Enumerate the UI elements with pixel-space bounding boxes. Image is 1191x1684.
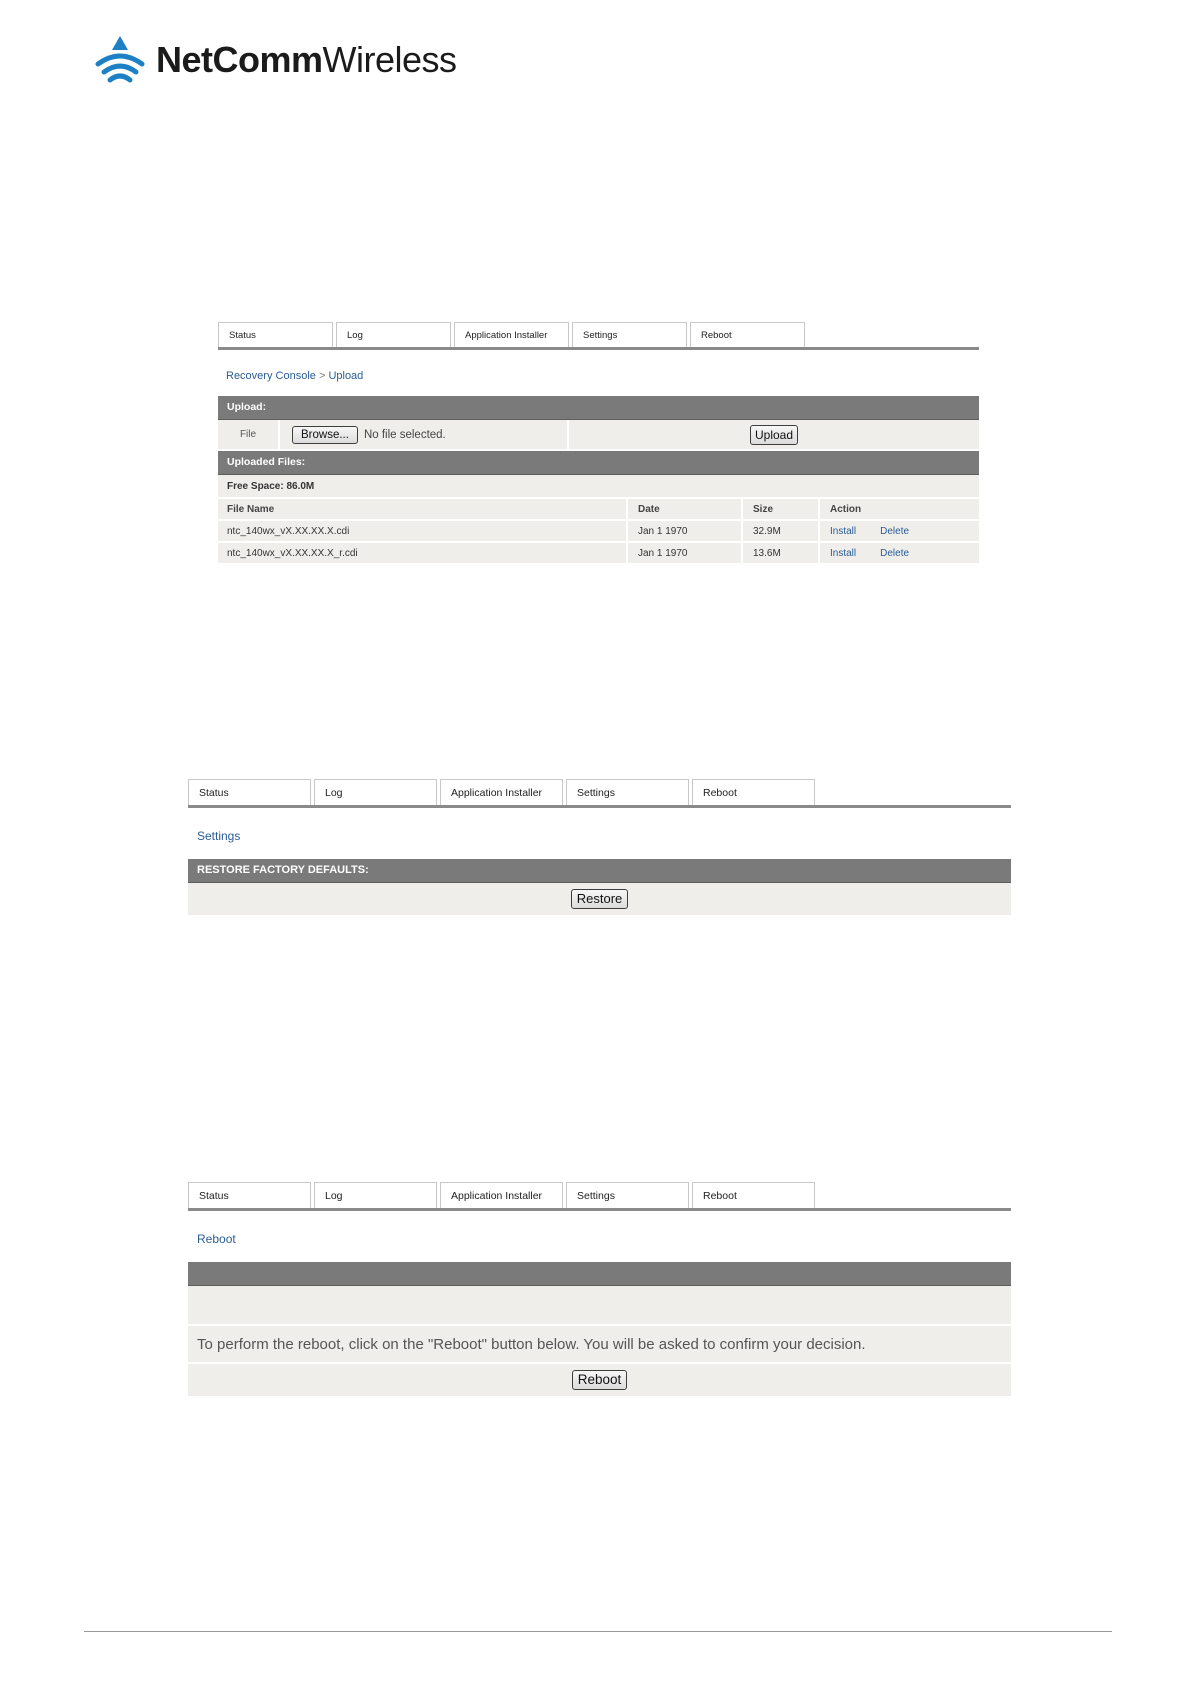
delete-link[interactable]: Delete xyxy=(880,547,910,559)
restore-row xyxy=(188,883,1011,917)
table-row xyxy=(218,543,979,565)
tab-bar xyxy=(188,1182,1011,1208)
tab-application-installer[interactable]: Application Installer xyxy=(440,779,563,805)
tab-application-installer[interactable]: Application Installer xyxy=(454,322,569,347)
selected-file-status: No file selected. xyxy=(363,428,446,441)
tab-reboot[interactable]: Reboot xyxy=(692,779,815,805)
tab-log[interactable]: Log xyxy=(314,1182,437,1208)
tab-reboot[interactable]: Reboot xyxy=(690,322,805,347)
column-size: Size xyxy=(743,499,820,519)
tab-bar xyxy=(218,322,979,347)
netcomm-logo xyxy=(92,34,457,86)
column-date: Date xyxy=(628,499,743,519)
install-link[interactable]: Install xyxy=(830,547,857,559)
file-name: ntc_140wx_vX.XX.XX.X_r.cdi xyxy=(218,543,628,563)
reboot-panel xyxy=(188,1182,1011,1398)
breadcrumb xyxy=(188,1211,1011,1262)
tab-log[interactable]: Log xyxy=(336,322,451,347)
tab-status[interactable]: Status xyxy=(188,1182,311,1208)
file-size: 13.6M xyxy=(743,543,820,563)
reboot-row xyxy=(188,1364,1011,1398)
tab-status[interactable]: Status xyxy=(188,779,311,805)
files-table-header xyxy=(218,499,979,521)
reboot-section-header xyxy=(188,1262,1011,1286)
upload-cell xyxy=(569,425,979,445)
column-file-name: File Name xyxy=(218,499,628,519)
file-actions xyxy=(820,543,979,563)
table-row xyxy=(218,521,979,543)
tab-status[interactable]: Status xyxy=(218,322,333,347)
file-date: Jan 1 1970 xyxy=(628,543,743,563)
upload-section-header: Upload: xyxy=(218,396,979,420)
reboot-message: To perform the reboot, click on the "Reboot" button below. You will be asked to confirm your decision. xyxy=(188,1326,1011,1364)
restore-button[interactable]: Restore xyxy=(571,889,629,909)
breadcrumb-current[interactable]: Upload xyxy=(328,370,364,382)
uploaded-files-header: Uploaded Files: xyxy=(218,451,979,475)
breadcrumb xyxy=(188,808,1011,859)
breadcrumb-root[interactable]: Recovery Console xyxy=(226,370,316,382)
breadcrumb xyxy=(218,350,979,396)
breadcrumb-current[interactable]: Settings xyxy=(197,829,241,843)
restore-section-header: RESTORE FACTORY DEFAULTS: xyxy=(188,859,1011,883)
logo-wordmark: NetCommWireless xyxy=(156,39,457,80)
upload-button[interactable]: Upload xyxy=(750,425,798,445)
file-actions xyxy=(820,521,979,541)
column-action: Action xyxy=(830,503,862,515)
breadcrumb-separator: > xyxy=(318,370,326,382)
upload-row xyxy=(218,420,979,451)
tab-bar xyxy=(188,779,1011,805)
tab-settings[interactable]: Settings xyxy=(572,322,687,347)
delete-link[interactable]: Delete xyxy=(880,525,910,537)
file-size: 32.9M xyxy=(743,521,820,541)
tab-application-installer[interactable]: Application Installer xyxy=(440,1182,563,1208)
tab-settings[interactable]: Settings xyxy=(566,1182,689,1208)
wireless-signal-logo-icon xyxy=(92,34,148,86)
tab-log[interactable]: Log xyxy=(314,779,437,805)
free-space: Free Space: 86.0M xyxy=(218,475,979,499)
install-link[interactable]: Install xyxy=(830,525,857,537)
file-name: ntc_140wx_vX.XX.XX.X.cdi xyxy=(218,521,628,541)
file-picker xyxy=(278,420,569,449)
upload-panel xyxy=(218,322,979,565)
settings-panel xyxy=(188,779,1011,917)
tab-reboot[interactable]: Reboot xyxy=(692,1182,815,1208)
browse-button[interactable]: Browse... xyxy=(292,426,358,444)
breadcrumb-current[interactable]: Reboot xyxy=(197,1232,236,1246)
blank-row xyxy=(188,1286,1011,1326)
file-date: Jan 1 1970 xyxy=(628,521,743,541)
reboot-button[interactable]: Reboot xyxy=(572,1370,628,1390)
tab-settings[interactable]: Settings xyxy=(566,779,689,805)
footer-divider xyxy=(84,1631,1112,1632)
file-label: File xyxy=(239,429,257,440)
